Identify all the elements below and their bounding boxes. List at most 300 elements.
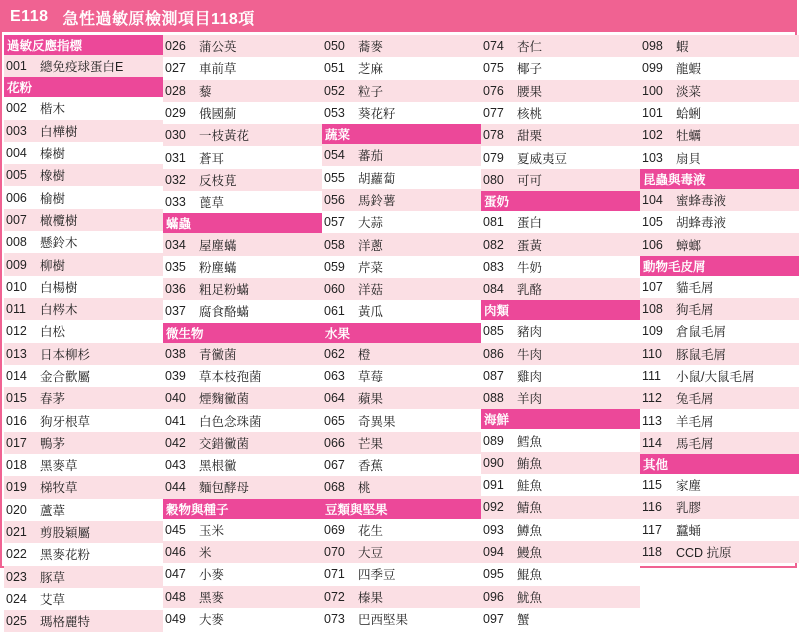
allergen-row: [640, 474, 799, 496]
allergen-row: [4, 97, 163, 119]
allergen-name: 牡蠣: [676, 129, 702, 144]
allergen-row: [4, 543, 163, 565]
allergen-name: 一枝黃花: [199, 129, 250, 144]
allergen-row: [481, 474, 640, 496]
allergen-row: [322, 278, 481, 300]
allergen-row: [4, 320, 163, 342]
allergen-number: 018: [6, 458, 27, 473]
allergen-name: 橙: [358, 347, 371, 362]
allergen-name: 蒲公英: [199, 40, 237, 55]
allergen-row: [163, 343, 322, 365]
allergen-row: [481, 608, 640, 630]
allergen-row: [4, 55, 163, 77]
allergen-number: 047: [165, 567, 186, 582]
allergen-number: 111: [642, 369, 662, 383]
allergen-row: [163, 586, 322, 608]
allergen-name: 芝麻: [358, 62, 384, 77]
allergen-name: 蒼耳: [199, 151, 225, 166]
allergen-row: [163, 454, 322, 476]
allergen-number: 117: [642, 522, 662, 537]
allergen-row: [481, 586, 640, 608]
allergen-row: [4, 588, 163, 610]
allergen-name: 米: [199, 546, 212, 561]
allergen-row: [640, 343, 799, 365]
allergen-number: 085: [483, 324, 504, 339]
allergen-number: 114: [642, 435, 662, 450]
allergen-number: 103: [642, 150, 663, 165]
allergen-name: 兔毛屑: [676, 392, 714, 407]
allergen-number: 092: [483, 500, 504, 515]
allergen-row: [481, 278, 640, 300]
allergen-row: [322, 608, 481, 630]
allergen-name: 榛果: [358, 590, 384, 605]
allergen-number: 013: [6, 346, 27, 361]
allergen-number: 026: [165, 39, 186, 54]
allergen-number: 068: [324, 480, 345, 495]
allergen-number: 102: [642, 128, 663, 143]
category-header: 海鮮: [481, 409, 640, 429]
allergen-number: 025: [6, 614, 27, 629]
allergen-name: 可可: [517, 173, 543, 188]
allergen-row: [322, 57, 481, 79]
allergen-number: 101: [642, 106, 663, 121]
allergen-number: 027: [165, 61, 186, 76]
allergen-column: [481, 35, 640, 632]
allergen-number: 019: [6, 480, 27, 495]
allergen-name: 馬鈴薯: [358, 193, 396, 208]
allergen-name: 黑麥: [199, 590, 225, 605]
allergen-number: 051: [324, 61, 345, 76]
allergen-name: 白楊樹: [40, 280, 78, 295]
allergen-row: [163, 608, 322, 630]
allergen-row: [4, 231, 163, 253]
category-header: 豆類與堅果: [322, 499, 481, 519]
allergen-row: [322, 144, 481, 166]
allergen-row: [163, 432, 322, 454]
allergen-row: [640, 146, 799, 168]
allergen-row: [4, 164, 163, 186]
allergen-row: [322, 519, 481, 541]
allergen-row: [322, 541, 481, 563]
allergen-name: 芹菜: [358, 260, 384, 275]
allergen-number: 078: [483, 128, 504, 143]
allergen-row: [4, 186, 163, 208]
allergen-row: [640, 57, 799, 79]
allergen-name: 鱒魚: [517, 523, 543, 538]
allergen-name: 蓖草: [199, 196, 225, 211]
allergen-number: 037: [165, 304, 186, 319]
allergen-number: 118: [642, 545, 662, 560]
allergen-name: 春茅: [40, 392, 66, 407]
allergen-row: [322, 563, 481, 585]
allergen-row: [163, 80, 322, 102]
allergen-name: 白樺樹: [40, 124, 78, 139]
allergen-name: 黑麥花粉: [40, 548, 91, 563]
allergen-number: 022: [6, 547, 27, 562]
allergen-number: 064: [324, 391, 345, 406]
allergen-number: 093: [483, 522, 504, 537]
allergen-name: 雞肉: [517, 370, 543, 384]
allergen-name: 大麥: [199, 612, 225, 627]
allergen-number: 060: [324, 282, 345, 297]
allergen-row: [481, 452, 640, 474]
allergen-name: 杏仁: [517, 40, 543, 55]
allergen-row: [4, 387, 163, 409]
allergen-number: 084: [483, 282, 504, 297]
allergen-row: [481, 387, 640, 409]
allergen-row: [4, 566, 163, 588]
allergen-number: 043: [165, 458, 186, 473]
allergen-row: [640, 189, 799, 211]
allergen-number: 042: [165, 435, 186, 450]
allergen-number: 089: [483, 433, 504, 448]
allergen-name: 金合歡屬: [40, 370, 91, 384]
allergen-name: 榛樹: [40, 147, 66, 162]
allergen-name: 香蕉: [358, 459, 384, 474]
allergen-number: 009: [6, 257, 27, 272]
allergen-row: [4, 343, 163, 365]
allergen-name: 日本柳杉: [40, 347, 91, 362]
allergen-number: 088: [483, 391, 504, 406]
allergen-row: [322, 102, 481, 124]
allergen-number: 040: [165, 391, 186, 406]
allergen-name: 屋塵蟎: [199, 238, 237, 253]
allergen-name: 總免疫球蛋白E: [40, 60, 124, 75]
allergen-row: [4, 209, 163, 231]
allergen-number: 055: [324, 170, 345, 185]
allergen-name: 蟑螂: [676, 238, 702, 253]
allergen-row: [481, 563, 640, 585]
allergen-number: 082: [483, 237, 504, 252]
allergen-number: 108: [642, 302, 663, 317]
allergen-name: 柳樹: [40, 258, 66, 273]
allergen-number: 029: [165, 106, 186, 121]
allergen-name: 奇異果: [358, 414, 396, 429]
allergen-row: [322, 233, 481, 255]
allergen-row: [640, 519, 799, 541]
allergen-number: 012: [6, 324, 27, 339]
allergen-name: 瑪格麗特: [40, 615, 91, 630]
allergen-name: 鰻魚: [517, 546, 543, 561]
allergen-number: 067: [324, 458, 345, 473]
allergen-name: 黃瓜: [358, 305, 384, 320]
allergen-column: [640, 35, 799, 632]
allergen-number: 106: [642, 237, 663, 252]
allergen-row: [640, 276, 799, 298]
allergen-row: [481, 320, 640, 342]
allergen-name: 懸鈴木: [40, 236, 78, 251]
allergen-name: 黑麥草: [40, 459, 78, 474]
allergen-row: [640, 298, 799, 320]
allergen-number: 058: [324, 237, 345, 252]
allergen-number: 024: [6, 591, 27, 606]
allergen-name: 粗足粉蟎: [199, 283, 250, 298]
allergen-row: [4, 120, 163, 142]
allergen-name: 胡蜂毒液: [676, 216, 727, 231]
allergen-number: 038: [165, 346, 186, 361]
allergen-row: [4, 298, 163, 320]
allergen-number: 080: [483, 172, 504, 187]
allergen-number: 002: [6, 101, 27, 116]
allergen-name: 乳膠: [676, 501, 702, 516]
allergen-row: [163, 146, 322, 168]
allergen-number: 072: [324, 589, 345, 604]
category-header: 昆蟲與毒液: [640, 169, 799, 189]
allergen-number: 071: [324, 567, 345, 582]
allergen-name: 四季豆: [358, 568, 396, 583]
allergen-name: 蛋白: [517, 216, 543, 231]
allergen-row: [640, 124, 799, 146]
allergen-row: [163, 57, 322, 79]
category-header: 蟎蟲: [163, 213, 322, 233]
allergen-number: 001: [6, 59, 27, 74]
allergen-number: 044: [165, 480, 186, 495]
allergen-name: 豬肉: [517, 325, 543, 340]
allergen-row: [640, 409, 799, 431]
allergen-number: 094: [483, 545, 504, 560]
allergen-number: 116: [642, 500, 662, 515]
allergen-name: 鴨茅: [40, 436, 66, 451]
allergen-number: 028: [165, 83, 186, 98]
allergen-number: 099: [642, 61, 663, 76]
allergen-row: [163, 365, 322, 387]
allergen-number: 113: [642, 413, 662, 428]
allergen-name: 龍蝦: [676, 62, 702, 77]
allergen-row: [4, 499, 163, 521]
category-header: 花粉: [4, 77, 163, 97]
allergen-number: 077: [483, 106, 504, 121]
allergen-row: [640, 35, 799, 57]
allergen-row: [640, 233, 799, 255]
allergen-number: 083: [483, 259, 504, 274]
allergen-row: [640, 211, 799, 233]
allergen-row: [640, 496, 799, 518]
allergen-row: [163, 102, 322, 124]
allergen-row: [640, 80, 799, 102]
allergen-number: 056: [324, 192, 345, 207]
allergen-name: 草莓: [358, 370, 384, 384]
allergen-name: 蜜蜂毒液: [676, 193, 727, 208]
allergen-name: 狗毛屑: [676, 303, 714, 318]
allergen-name: 洋菇: [358, 283, 384, 298]
allergen-number: 112: [642, 391, 662, 406]
allergen-number: 087: [483, 369, 504, 383]
allergen-name: 梯牧草: [40, 481, 78, 496]
allergen-row: [481, 541, 640, 563]
allergen-name: 家塵: [676, 479, 702, 494]
allergen-number: 061: [324, 304, 345, 319]
allergen-number: 049: [165, 611, 186, 626]
allergen-name: 牛肉: [517, 347, 543, 362]
allergen-row: [4, 276, 163, 298]
allergen-name: 蠶蛹: [676, 523, 702, 538]
allergen-number: 034: [165, 237, 186, 252]
allergen-number: 045: [165, 522, 186, 537]
allergen-row: [4, 610, 163, 632]
allergen-name: 乳酪: [517, 283, 543, 298]
allergen-number: 010: [6, 279, 27, 294]
allergen-name: 車前草: [199, 62, 237, 77]
allergen-number: 003: [6, 123, 27, 138]
allergen-row: [481, 365, 640, 387]
allergen-row: [481, 211, 640, 233]
allergen-number: 063: [324, 369, 345, 383]
allergen-number: 100: [642, 83, 663, 98]
category-header: 肉類: [481, 300, 640, 320]
allergen-name: 粉塵蟎: [199, 260, 237, 275]
allergen-name: 蛤蜊: [676, 107, 702, 122]
allergen-number: 076: [483, 83, 504, 98]
allergen-number: 032: [165, 172, 186, 187]
allergen-number: 070: [324, 545, 345, 560]
allergen-number: 031: [165, 150, 186, 165]
allergen-name: 芒果: [358, 436, 384, 451]
category-header: 其他: [640, 454, 799, 474]
allergen-number: 050: [324, 39, 345, 54]
allergen-name: CCD 抗原: [676, 546, 732, 561]
allergen-number: 016: [6, 413, 27, 428]
allergen-name: 蕃茄: [358, 149, 384, 164]
allergen-row: [4, 454, 163, 476]
allergen-name: 小麥: [199, 568, 225, 583]
page-title: 急性過敏原檢測項目118項: [62, 10, 255, 28]
allergen-number: 041: [165, 413, 186, 428]
allergen-number: 079: [483, 150, 504, 165]
allergen-name: 橡樹: [40, 169, 66, 184]
allergen-name: 鮭魚: [517, 479, 543, 494]
allergen-row: [322, 409, 481, 431]
allergen-row: [640, 365, 799, 387]
allergen-column: [322, 35, 481, 632]
allergen-number: 052: [324, 83, 345, 98]
allergen-row: [322, 454, 481, 476]
allergen-row: [481, 102, 640, 124]
allergen-number: 007: [6, 212, 27, 227]
allergen-number: 091: [483, 478, 504, 493]
allergen-number: 023: [6, 569, 27, 584]
allergen-number: 104: [642, 192, 663, 207]
allergen-number: 036: [165, 282, 186, 297]
allergen-number: 021: [6, 525, 27, 540]
allergen-row: [481, 169, 640, 191]
allergen-number: 011: [6, 302, 26, 317]
allergen-number: 075: [483, 61, 504, 76]
allergen-number: 090: [483, 455, 504, 470]
category-header: 微生物: [163, 323, 322, 343]
allergen-row: [163, 476, 322, 498]
allergen-name: 鮪魚: [517, 456, 543, 471]
allergen-name: 交錯黴菌: [199, 436, 250, 451]
allergen-name: 馬毛屑: [676, 436, 714, 451]
allergen-name: 蘋果: [358, 392, 384, 407]
allergen-name: 白松: [40, 325, 66, 340]
allergen-row: [481, 80, 640, 102]
allergen-row: [4, 142, 163, 164]
allergen-row: [163, 191, 322, 213]
allergen-name: 甜栗: [517, 129, 543, 144]
allergen-row: [640, 541, 799, 563]
allergen-number: 059: [324, 259, 345, 274]
allergen-row: [481, 429, 640, 451]
allergen-number: 065: [324, 413, 345, 428]
allergen-number: 054: [324, 148, 345, 163]
allergen-row: [640, 432, 799, 454]
allergen-name: 椰子: [517, 62, 543, 77]
allergen-name: 草本枝孢菌: [199, 370, 262, 384]
allergen-name: 葵花籽: [358, 107, 396, 122]
allergen-row: [481, 57, 640, 79]
allergen-number: 109: [642, 324, 663, 339]
allergen-row: [322, 211, 481, 233]
allergen-number: 035: [165, 259, 186, 274]
allergen-name: 蕎麥: [358, 40, 384, 55]
allergen-row: [163, 278, 322, 300]
allergen-number: 062: [324, 346, 345, 361]
allergen-number: 008: [6, 235, 27, 250]
allergen-row: [4, 521, 163, 543]
category-header: 蔬菜: [322, 124, 481, 144]
allergen-name: 蝦: [676, 40, 689, 55]
allergen-row: [163, 35, 322, 57]
category-header: 蛋奶: [481, 191, 640, 211]
allergen-row: [481, 124, 640, 146]
allergen-number: 005: [6, 168, 27, 183]
allergen-name: 黑根黴: [199, 459, 237, 474]
allergen-name: 洋蔥: [358, 238, 384, 253]
allergen-name: 榆樹: [40, 191, 66, 206]
allergen-row: [322, 189, 481, 211]
allergen-name: 腰果: [517, 84, 543, 99]
allergen-number: 048: [165, 589, 186, 604]
allergen-name: 剪股穎屬: [40, 526, 91, 541]
allergen-number: 066: [324, 435, 345, 450]
allergen-number: 095: [483, 567, 504, 582]
allergen-name: 楷木: [40, 102, 66, 117]
allergen-number: 015: [6, 391, 27, 406]
allergen-name: 蛋黃: [517, 238, 543, 253]
allergen-number: 073: [324, 611, 345, 626]
allergen-row: [322, 256, 481, 278]
allergen-name: 魷魚: [517, 590, 543, 605]
panel-code: E118: [10, 8, 49, 25]
allergen-column: [4, 35, 163, 632]
page-title-bar: [2, 2, 795, 32]
allergen-number: 086: [483, 346, 504, 361]
allergen-name: 大蒜: [358, 216, 384, 231]
allergen-row: [322, 343, 481, 365]
allergen-row: [4, 253, 163, 275]
allergen-number: 069: [324, 522, 345, 537]
allergen-number: 046: [165, 545, 186, 560]
allergen-row: [163, 387, 322, 409]
allergen-row: [4, 409, 163, 431]
allergen-row: [481, 496, 640, 518]
allergen-columns: [2, 32, 795, 632]
allergen-row: [163, 124, 322, 146]
allergen-number: 081: [483, 215, 504, 230]
allergen-name: 橄欖樹: [40, 213, 78, 228]
allergen-number: 107: [642, 279, 663, 294]
allergen-row: [322, 432, 481, 454]
allergen-name: 白梣木: [40, 303, 78, 318]
allergen-name: 豚草: [40, 570, 66, 585]
allergen-row: [640, 387, 799, 409]
allergen-row: [4, 432, 163, 454]
allergen-row: [322, 80, 481, 102]
allergen-name: 羊毛屑: [676, 414, 714, 429]
allergen-number: 110: [642, 346, 662, 361]
allergen-name: 大豆: [358, 546, 384, 561]
